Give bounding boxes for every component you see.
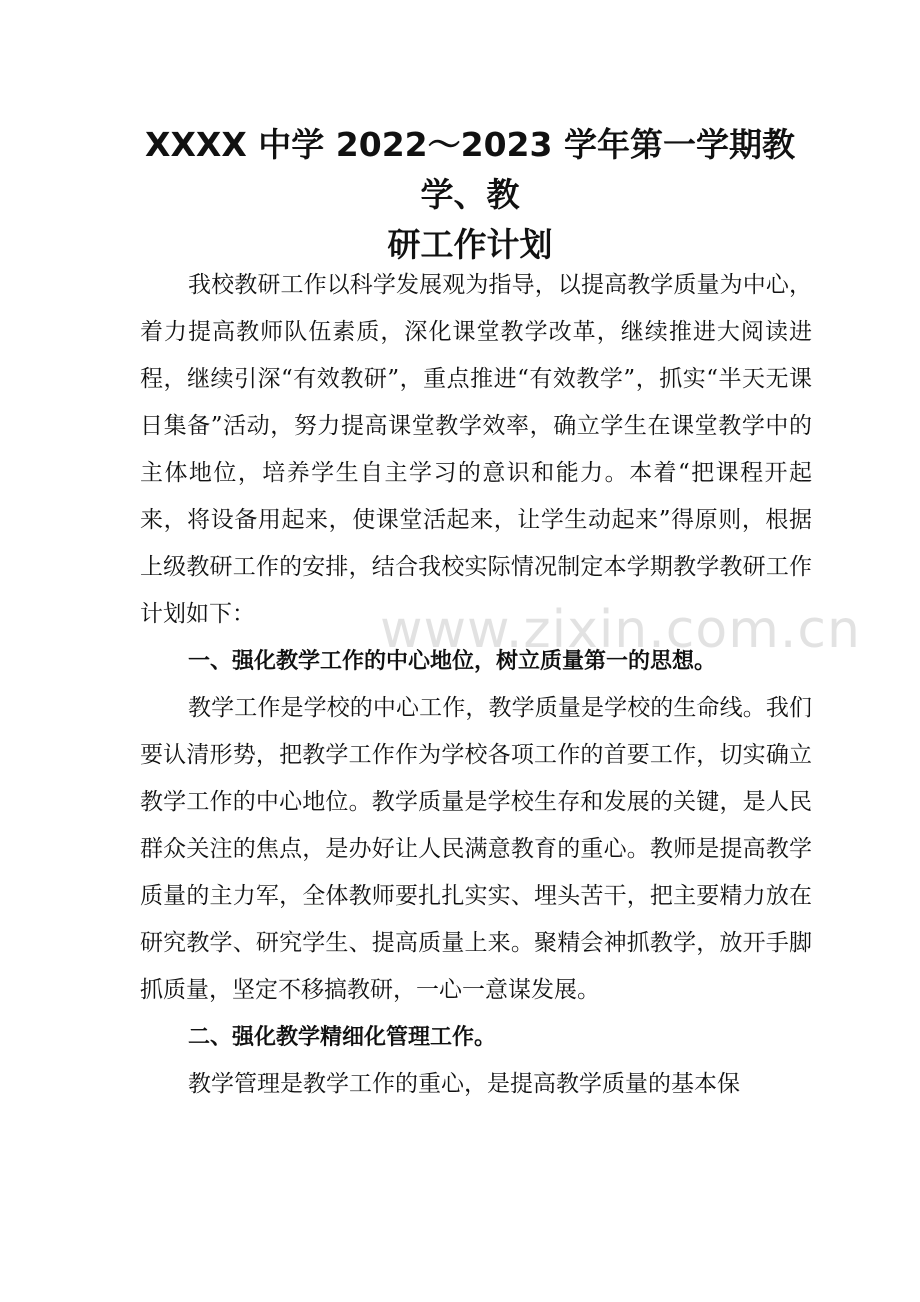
document-body (140, 262, 812, 1108)
section-2-paragraph: 教学管理是教学工作的重心，是提高教学质量的基本保 (188, 1071, 740, 1097)
document-title (120, 120, 820, 270)
section-1-heading: 一、强化教学工作的中心地位，树立质量第一的思想。 (188, 649, 717, 674)
watermark: www.zixin.com.cn (380, 600, 861, 660)
section-2-heading: 二、强化教学精细化管理工作。 (188, 1025, 497, 1050)
title-line-1: XXXX 中学 2022～2023 学年第一学期教学、教 (145, 125, 795, 214)
title-line-2: 研工作计划 (387, 225, 553, 264)
intro-paragraph: 我校教研工作以科学发展观为指导，以提高教学质量为中心，着力提高教师队伍素质，深化课堂教学改革，继续推进大阅读进程，继续引深“有效教研”，重点推进“有效教学”，抓实“半天无课日集备”活动，努力提高课堂教学效率，确立学生在课堂教学中的主体地位，培养学生自主学习的意识和能力。本着“把课程开起来，将设备用起来，使课堂活起来，让学生动起来”得原则，根据上级教研工作的安排，结合我校实际情况制定本学期教学教研工作计划如下： (140, 272, 812, 627)
section-1-paragraph: 教学工作是学校的中心工作，教学质量是学校的生命线。我们要认清形势，把教学工作作为学校各项工作的首要工作，切实确立教学工作的中心地位。教学质量是学校生存和发展的关键，是人民群众关注的焦点，是办好让人民满意教育的重心。教师是提高教学质量的主力军，全体教师要扎扎实实、埋头苦干，把主要精力放在研究教学、研究学生、提高质量上来。聚精会神抓教学，放开手脚抓质量，坚定不移搞教研，一心一意谋发展。 (140, 695, 812, 1003)
